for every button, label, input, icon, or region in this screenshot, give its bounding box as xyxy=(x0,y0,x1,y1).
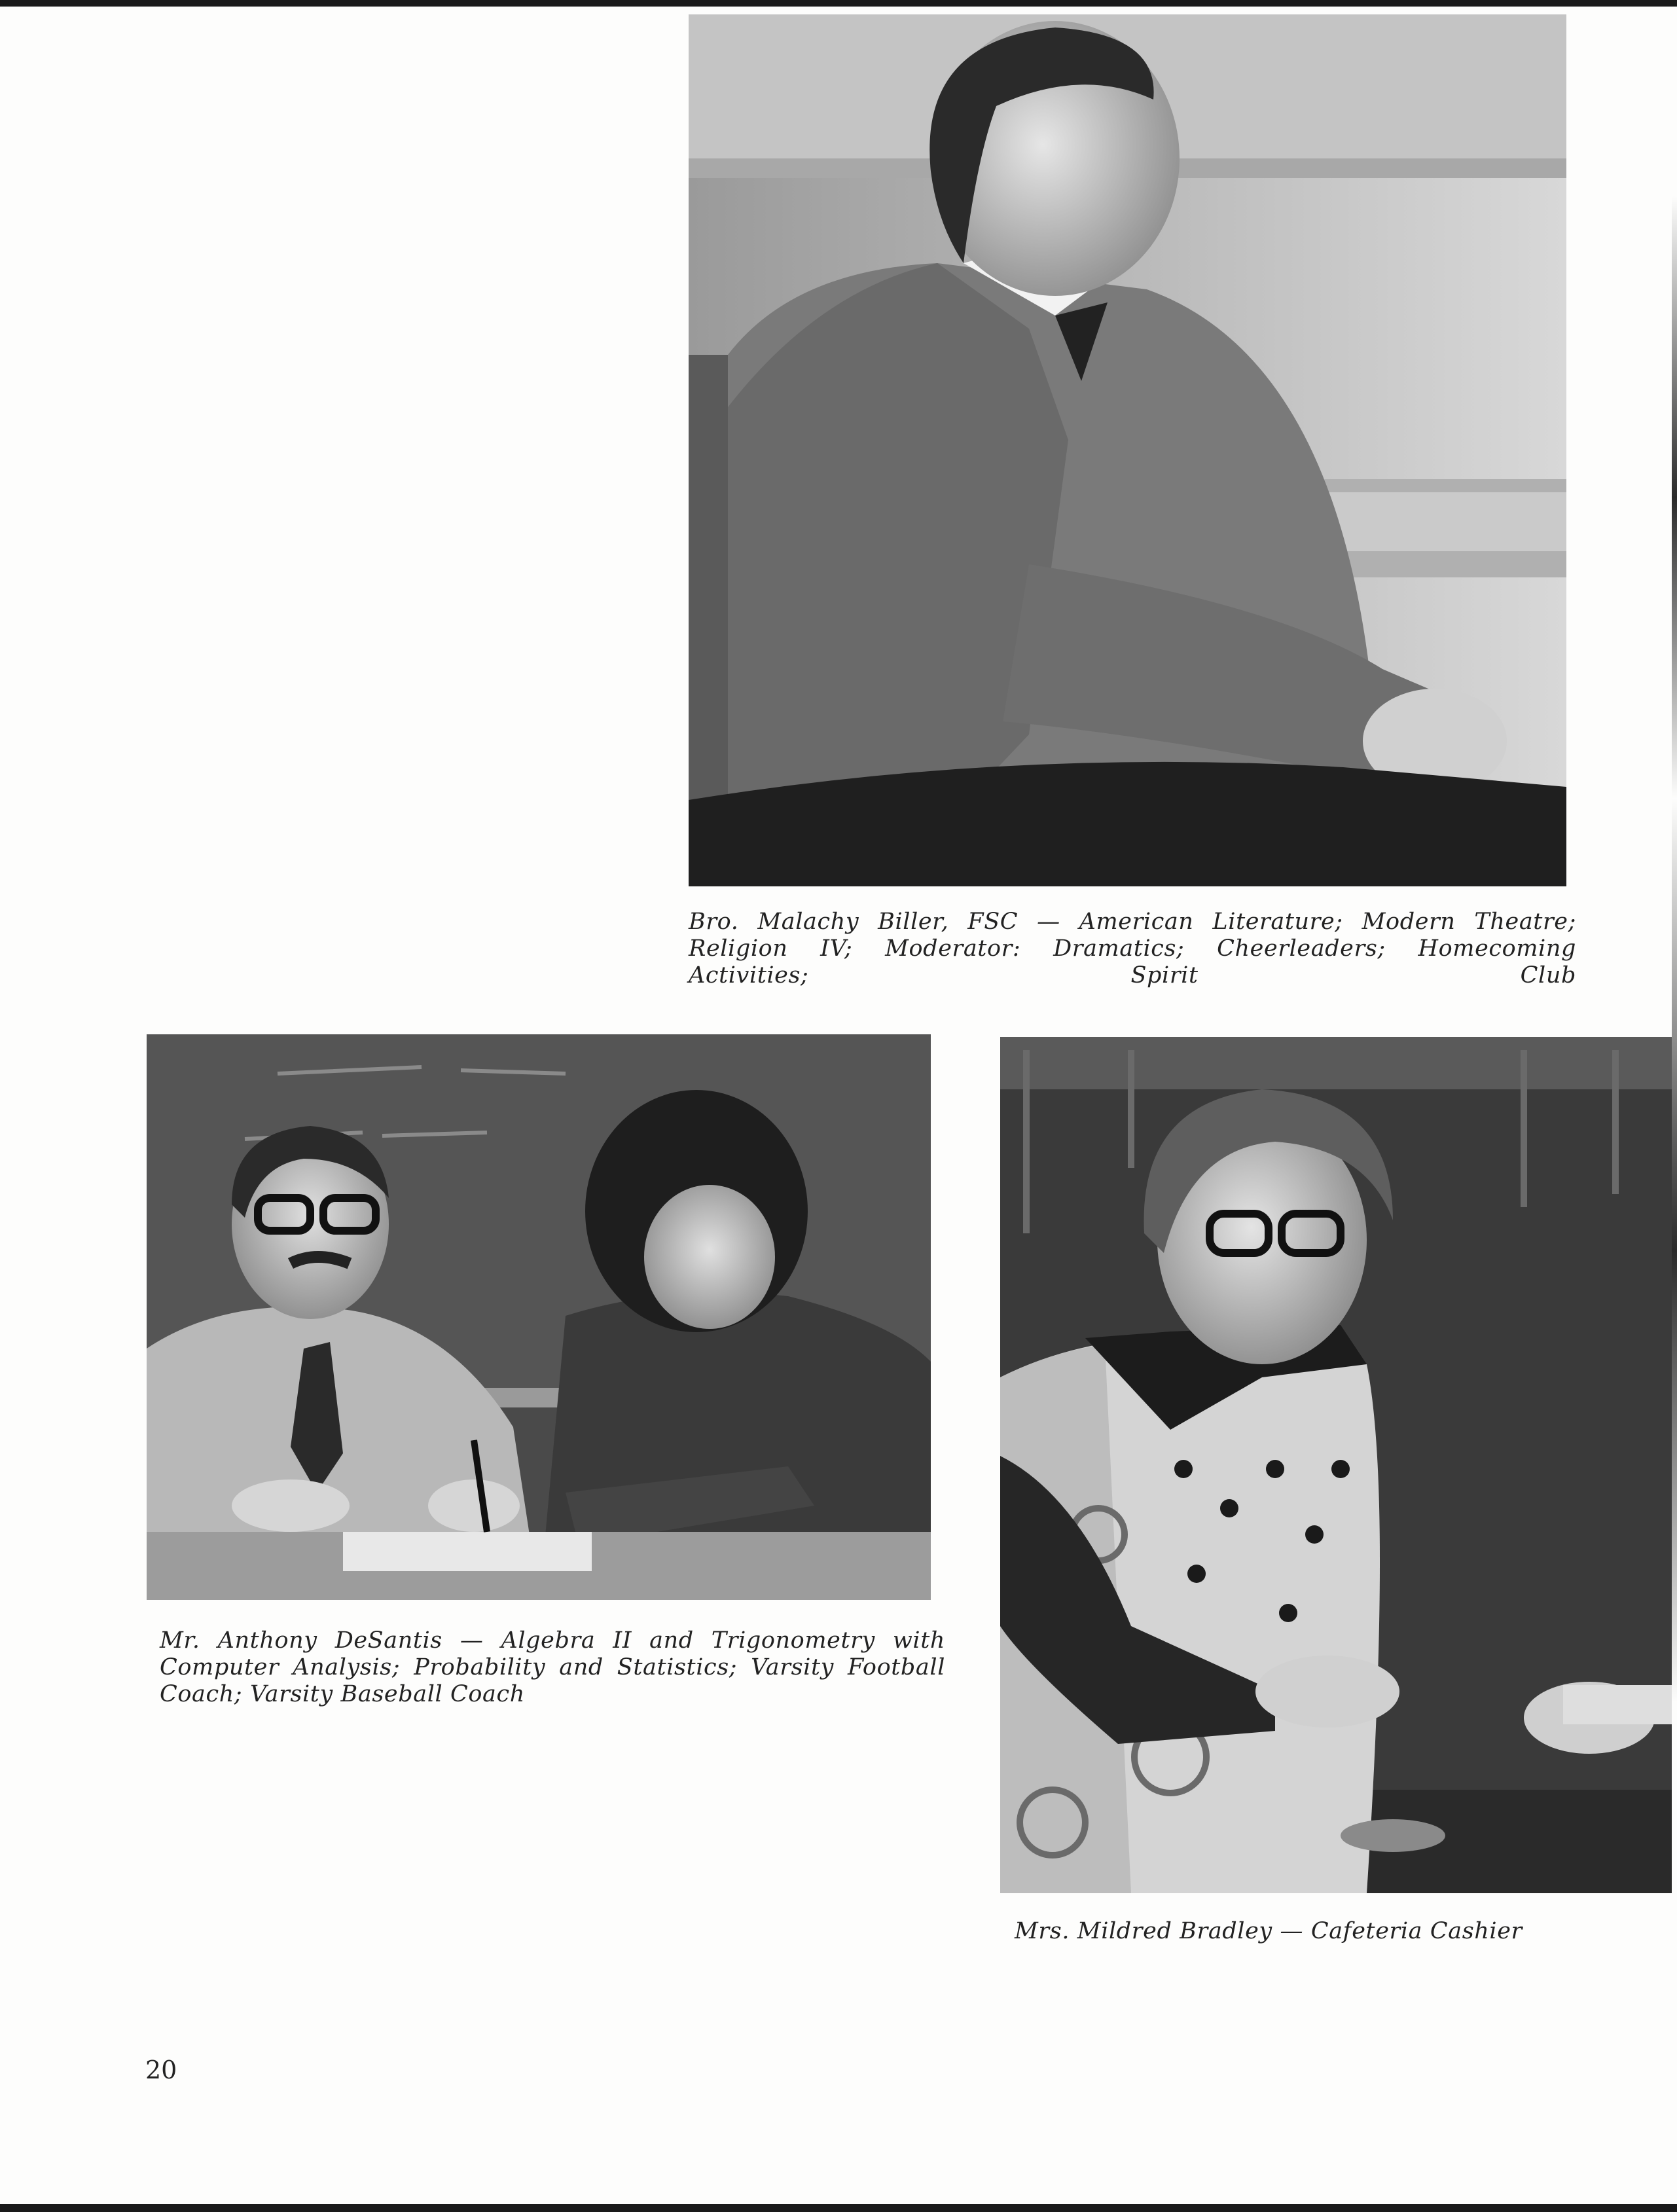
scan-edge-bottom xyxy=(0,2204,1677,2212)
caption-mildred-bradley: Mrs. Mildred Bradley — Cafeteria Cashier xyxy=(1015,1918,1523,1944)
photo-desantis-graphic xyxy=(147,1034,931,1600)
photo-bradley-graphic xyxy=(1000,1037,1672,1893)
caption-malachy-biller: Bro. Malachy Biller, FSC — American Literature; Modern Theatre; Religion IV; Moderator: Dramatics; Cheerleaders; Homecoming Activities; Spirit Club xyxy=(689,909,1576,988)
photo-mildred-bradley xyxy=(1000,1037,1672,1893)
photo-biller-graphic xyxy=(689,14,1566,886)
scan-edge-right xyxy=(1672,196,1677,1702)
photo-anthony-desantis xyxy=(147,1034,931,1600)
caption-anthony-desantis: Mr. Anthony DeSantis — Algebra II and Trigonometry with Computer Analysis; Probability and Statistics; Varsity Football Coach; Varsity Baseball Coach xyxy=(160,1627,945,1707)
scan-edge-top xyxy=(0,0,1677,7)
photo-malachy-biller xyxy=(689,14,1566,886)
page-number: 20 xyxy=(145,2056,177,2084)
